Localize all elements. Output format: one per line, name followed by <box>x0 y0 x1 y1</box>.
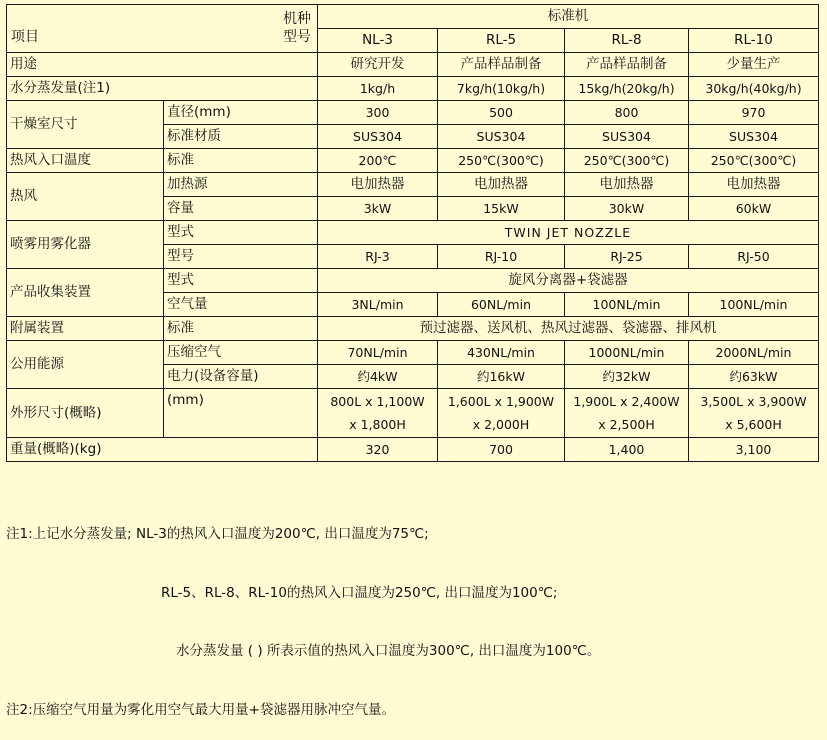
usage-row <box>7 53 819 77</box>
usage-value: 产品样品制备 <box>565 53 689 77</box>
atomizer-model-value: RJ-3 <box>318 245 438 269</box>
usage-value: 研究开发 <box>318 53 438 77</box>
dimensions-value <box>438 389 565 438</box>
atomizer-type-row <box>7 221 819 245</box>
usage-label: 用途 <box>7 53 318 77</box>
power-value: 约63kW <box>689 365 819 389</box>
collector-air-label: 空气量 <box>164 293 318 317</box>
weight-value: 1,400 <box>565 438 689 462</box>
usage-value: 产品样品制备 <box>438 53 565 77</box>
heat-source-value: 电加热器 <box>438 173 565 197</box>
compressed-air-value: 430NL/min <box>438 341 565 365</box>
dimensions-unit: (mm) <box>164 389 318 438</box>
hot-air-label: 热风 <box>7 173 164 221</box>
atomizer-label: 喷雾用雾化器 <box>7 221 164 269</box>
note-1-line-3: 水分蒸发量 ( ) 所表示值的热风入口温度为300℃, 出口温度为100℃。 <box>176 643 601 659</box>
dimensions-line-2: x 2,500H <box>598 417 655 432</box>
material-value: SUS304 <box>318 125 438 149</box>
collector-air-value: 100NL/min <box>689 293 819 317</box>
model-label: 型号 <box>283 29 311 45</box>
inlet-temp-value: 250℃(300℃) <box>438 149 565 173</box>
dimensions-line-2: x 5,600H <box>725 417 782 432</box>
evaporation-value: 7kg/h(10kg/h) <box>438 77 565 101</box>
inlet-temp-row <box>7 149 819 173</box>
diameter-label: 直径(mm) <box>164 101 318 125</box>
collector-air-value: 60NL/min <box>438 293 565 317</box>
accessory-value: 预过滤器、送风机、热风过滤器、袋滤器、排风机 <box>318 317 819 341</box>
dimensions-line-1: 1,600L x 1,900W <box>447 394 555 409</box>
capacity-value: 15kW <box>438 197 565 221</box>
dimensions-line-1: 1,900L x 2,400W <box>573 394 680 409</box>
heat-source-value: 电加热器 <box>565 173 689 197</box>
dimensions-line-2: x 1,800H <box>349 417 406 432</box>
inlet-temp-label: 热风入口温度 <box>7 149 164 173</box>
atomizer-model-value: RJ-50 <box>689 245 819 269</box>
capacity-value: 3kW <box>318 197 438 221</box>
accessory-sub-label: 标准 <box>164 317 318 341</box>
atomizer-model-value: RJ-25 <box>565 245 689 269</box>
collector-air-value: 100NL/min <box>565 293 689 317</box>
heat-source-row <box>7 173 819 197</box>
model-header: RL-8 <box>565 29 689 53</box>
weight-value: 3,100 <box>689 438 819 462</box>
compressed-air-value: 70NL/min <box>318 341 438 365</box>
header-corner-cell <box>7 5 318 53</box>
evaporation-label: 水分蒸发量(注1) <box>7 77 318 101</box>
capacity-value: 30kW <box>565 197 689 221</box>
weight-label: 重量(概略)(kg) <box>7 438 318 462</box>
atomizer-type-value: TWIN JET NOZZLE <box>318 221 819 245</box>
heat-source-value: 电加热器 <box>689 173 819 197</box>
dimensions-line-2: x 2,000H <box>472 417 530 432</box>
heat-source-label: 加热源 <box>164 173 318 197</box>
item-label: 项目 <box>11 29 39 45</box>
dimensions-line-1: 3,500L x 3,900W <box>700 394 807 409</box>
dryer-diameter-row <box>7 101 819 125</box>
material-value: SUS304 <box>689 125 819 149</box>
evaporation-value: 1kg/h <box>318 77 438 101</box>
weight-value: 700 <box>438 438 565 462</box>
material-label: 标准材质 <box>164 125 318 149</box>
type-label: 机种 <box>283 11 311 27</box>
utility-label: 公用能源 <box>7 341 164 389</box>
dimensions-line-1: 800L x 1,100W <box>330 394 425 409</box>
dimensions-value <box>689 389 819 438</box>
collector-type-label: 型式 <box>164 269 318 293</box>
collector-type-row <box>7 269 819 293</box>
material-value: SUS304 <box>565 125 689 149</box>
weight-row <box>7 438 819 462</box>
compressed-air-label: 压缩空气 <box>164 341 318 365</box>
heat-source-value: 电加热器 <box>318 173 438 197</box>
collector-air-value: 3NL/min <box>318 293 438 317</box>
diameter-value: 500 <box>438 101 565 125</box>
weight-value: 320 <box>318 438 438 462</box>
power-value: 约16kW <box>438 365 565 389</box>
inlet-temp-sub-label: 标准 <box>164 149 318 173</box>
evaporation-value: 15kg/h(20kg/h) <box>565 77 689 101</box>
accessory-label: 附属装置 <box>7 317 164 341</box>
footnotes <box>6 486 600 740</box>
diameter-value: 800 <box>565 101 689 125</box>
header-row-1 <box>7 5 819 29</box>
dimensions-value <box>318 389 438 438</box>
model-header: RL-10 <box>689 29 819 53</box>
power-value: 约32kW <box>565 365 689 389</box>
note-1-line-2: RL-5、RL-8、RL-10的热风入口温度为250℃, 出口温度为100℃; <box>161 584 558 601</box>
inlet-temp-value: 250℃(300℃) <box>689 149 819 173</box>
power-label: 电力(设备容量) <box>164 365 318 389</box>
compressed-air-value: 1000NL/min <box>565 341 689 365</box>
atomizer-model-label: 型号 <box>164 245 318 269</box>
evaporation-row <box>7 77 819 101</box>
collector-label: 产品收集装置 <box>7 269 164 317</box>
dimensions-label: 外形尺寸(概略) <box>7 389 164 438</box>
evaporation-value: 30kg/h(40kg/h) <box>689 77 819 101</box>
capacity-label: 容量 <box>164 197 318 221</box>
diameter-value: 970 <box>689 101 819 125</box>
inlet-temp-value: 250℃(300℃) <box>565 149 689 173</box>
power-value: 约4kW <box>318 365 438 389</box>
spec-table <box>6 4 819 462</box>
collector-type-value: 旋风分离器+袋滤器 <box>318 269 819 293</box>
accessory-row <box>7 317 819 341</box>
diameter-value: 300 <box>318 101 438 125</box>
note-2: 注2:压缩空气用量为雾化用空气最大用量+袋滤器用脉冲空气量。 <box>6 701 395 718</box>
atomizer-model-value: RJ-10 <box>438 245 565 269</box>
dimensions-row <box>7 389 819 438</box>
compressed-air-value: 2000NL/min <box>689 341 819 365</box>
material-value: SUS304 <box>438 125 565 149</box>
model-header: NL-3 <box>318 29 438 53</box>
dryer-size-label: 干燥室尺寸 <box>7 101 164 149</box>
utility-air-row <box>7 341 819 365</box>
atomizer-type-label: 型式 <box>164 221 318 245</box>
dimensions-value <box>565 389 689 438</box>
standard-machine-header: 标准机 <box>318 5 819 29</box>
usage-value: 少量生产 <box>689 53 819 77</box>
inlet-temp-value: 200℃ <box>318 149 438 173</box>
note-1-line-1: 注1:上记水分蒸发量; NL-3的热风入口温度为200℃, 出口温度为75℃; <box>6 526 429 542</box>
model-header: RL-5 <box>438 29 565 53</box>
capacity-value: 60kW <box>689 197 819 221</box>
